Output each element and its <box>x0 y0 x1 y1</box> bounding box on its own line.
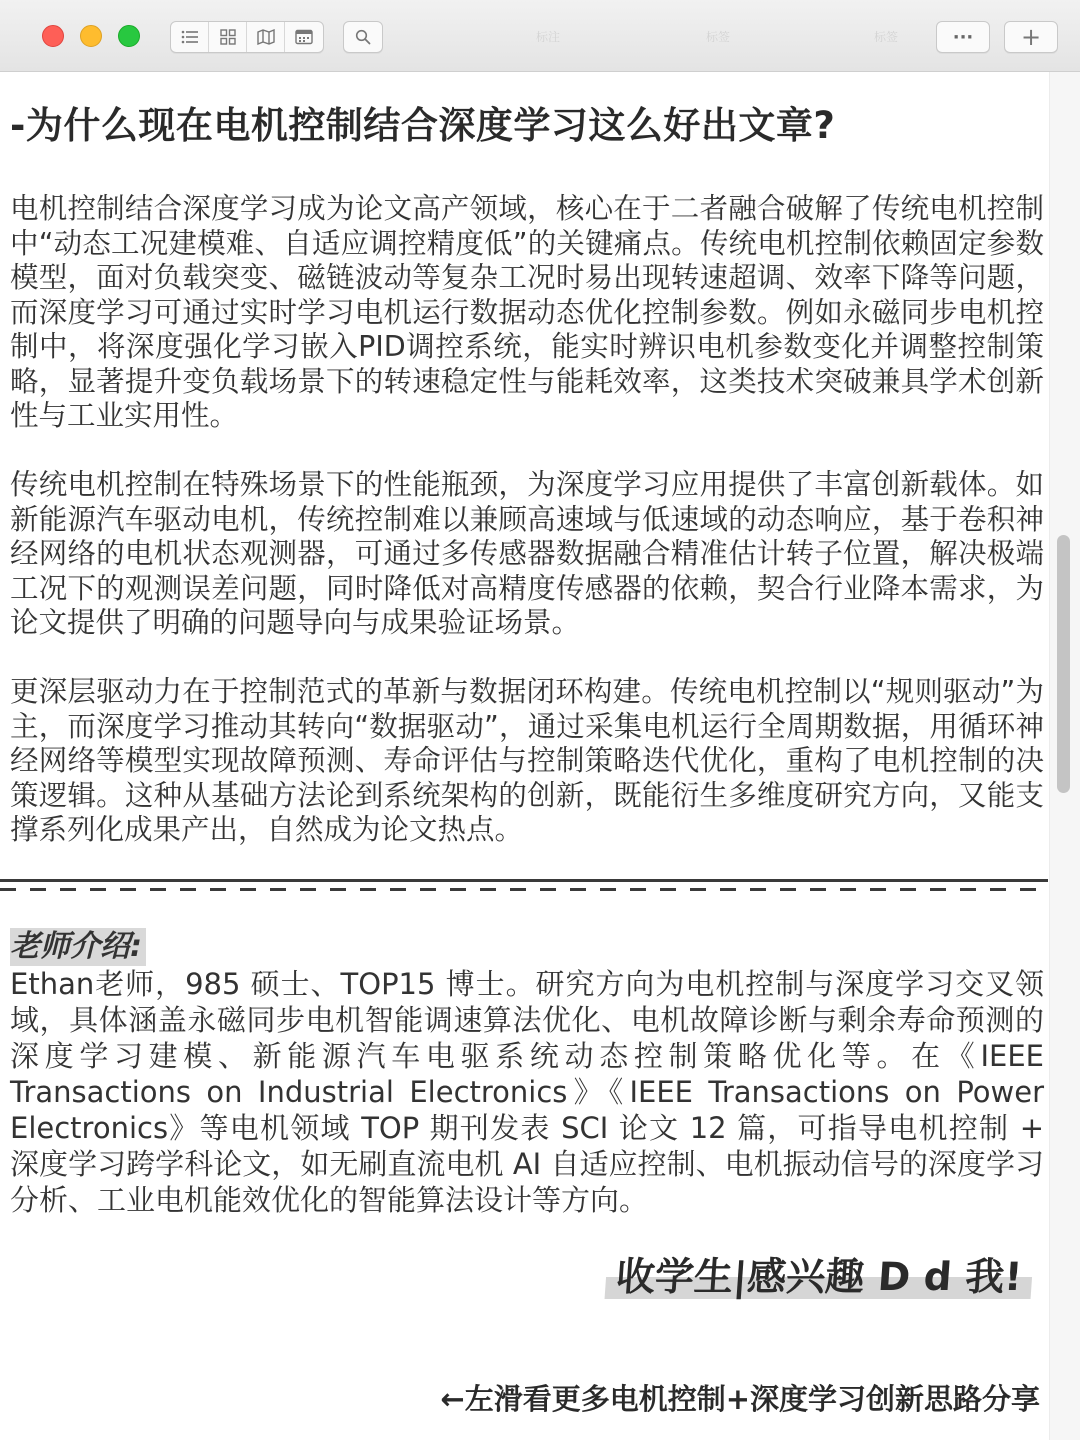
faint-tab-2: 标签 <box>706 30 731 44</box>
teacher-intro-heading: 老师介绍: <box>10 928 146 966</box>
plus-icon: + <box>1020 23 1042 51</box>
article-body <box>10 96 1044 848</box>
divider-solid-line <box>0 879 1048 882</box>
minimize-window-button[interactable] <box>80 25 102 47</box>
search-button[interactable] <box>343 21 383 53</box>
add-button[interactable] <box>1004 21 1058 53</box>
section-divider <box>0 879 1048 893</box>
swipe-hint: ←左滑看更多电机控制+深度学习创新思路分享 <box>440 1382 1040 1416</box>
paragraph-2: 传统电机控制在特殊场景下的性能瓶颈，为深度学习应用提供了丰富创新载体。如新能源汽车驱动电机，传统控制难以兼顾高速域与低速域的动态响应，基于卷积神经网络的电机状态观测器，可通过多传感器数据融合精准估计转子位置，解决极端工况下的观测误差问题，同时降低对高精度传感器的依赖，契合行业降本需求，为论文提供了明确的问题导向与成果验证场景。 <box>10 468 1044 639</box>
more-options-button[interactable] <box>936 21 990 53</box>
map-view-button[interactable] <box>247 22 285 52</box>
zoom-window-button[interactable] <box>118 25 140 47</box>
view-mode-segmented-control <box>170 21 324 53</box>
article-title: -为什么现在电机控制结合深度学习这么好出文章? <box>10 104 836 147</box>
teacher-intro-text: Ethan老师，985 硕士、TOP15 博士。研究方向为电机控制与深度学习交叉领域，具体涵盖永磁同步电机智能调速算法优化、电机故障诊断与剩余寿命预测的深度学习建模、新能源汽车电驱系统动态控制策略优化等。在《IEEE Transactions on Industrial Electronics》《IEEE Transactions on Power Electronics》等电机领域 TOP 期刊发表 SCI 论文 12 篇，可指导电机控制 + 深度学习跨学科论文，如无刷直流电机 AI 自适应控制、电机振动信号的深度学习分析、工业电机能效优化的智能算法设计等方向。 <box>10 967 1044 1217</box>
paragraph-3: 更深层驱动力在于控制范式的革新与数据闭环构建。传统电机控制以“规则驱动”为主，而深度学习推动其转向“数据驱动”，通过采集电机运行全周期数据，用循环神经网络等模型实现故障预测、寿命评估与控制策略迭代优化，重构了电机控制的决策逻辑。这种从基础方法论到系统架构的创新，既能衍生多维度研究方向，又能支撑系列化成果产出，自然成为论文热点。 <box>10 675 1044 846</box>
calendar-icon <box>295 29 313 45</box>
paragraph-1: 电机控制结合深度学习成为论文高产领域，核心在于二者融合破解了传统电机控制中“动态工况建模难、自适应调控精度低”的关键痛点。传统电机控制依赖固定参数模型，面对负载突变、磁链波动等复杂工况时易出现转速超调、效率下降等问题，而深度学习可通过实时学习电机运行数据动态优化控制参数。例如永磁同步电机控制中，将深度强化学习嵌入PID调控系统，能实时辨识电机参数变化并调整控制策略，显著提升变负载场景下的转速稳定性与能耗效率，这类技术突破兼具学术创新性与工业实用性。 <box>10 192 1044 432</box>
list-icon <box>181 30 199 44</box>
more-icon: ··· <box>952 26 974 48</box>
map-icon <box>257 29 275 45</box>
grid-view-button[interactable] <box>209 22 247 52</box>
calendar-view-button[interactable] <box>285 22 323 52</box>
divider-dashed-line <box>0 888 1048 891</box>
search-icon <box>355 29 371 45</box>
faint-tab-1: 标注 <box>536 30 561 44</box>
window-titlebar <box>0 0 1080 72</box>
vertical-scrollbar-thumb[interactable] <box>1057 535 1070 793</box>
teacher-intro-section <box>10 928 1044 1218</box>
faint-tab-3: 标签 <box>874 30 899 44</box>
close-window-button[interactable] <box>42 25 64 47</box>
recruit-call-to-action: 收学生|感兴趣 D d 我! <box>604 1253 1034 1303</box>
search-button-inner[interactable] <box>344 22 382 52</box>
list-view-button[interactable] <box>171 22 209 52</box>
grid-icon <box>220 29 236 45</box>
